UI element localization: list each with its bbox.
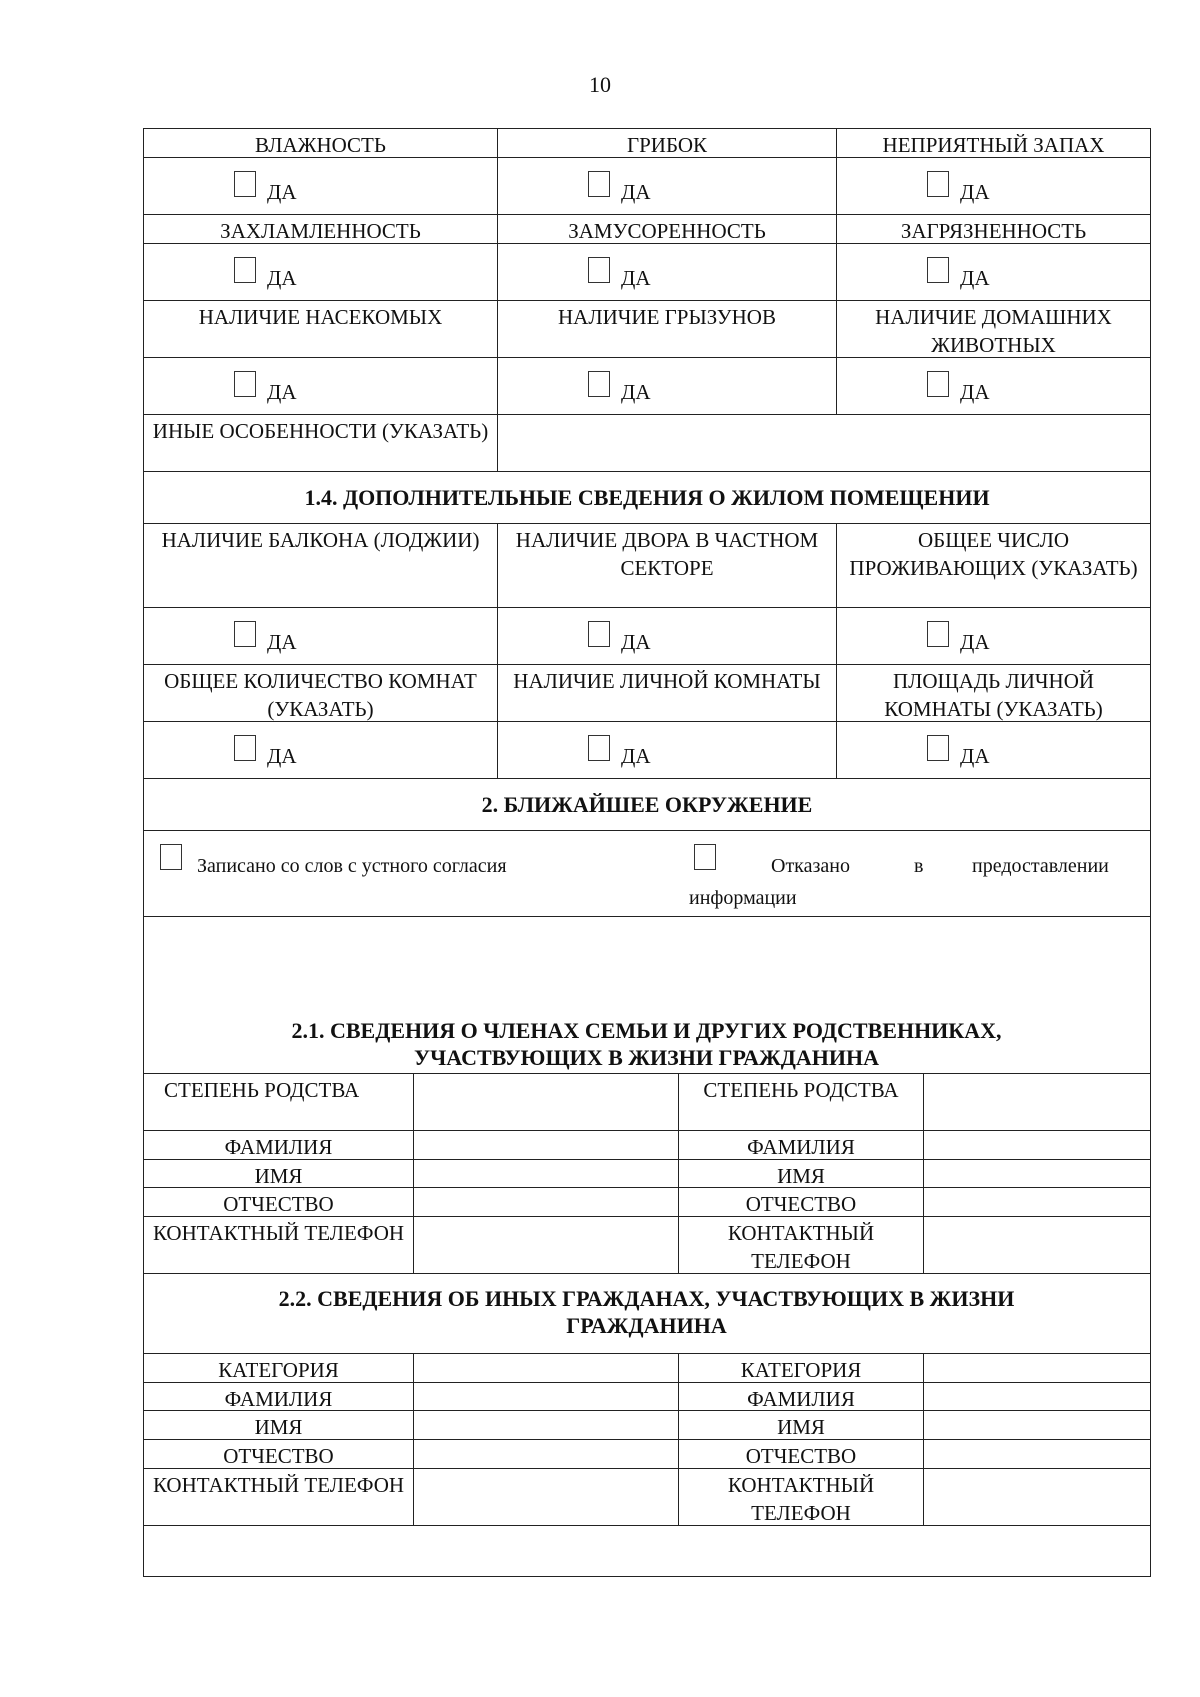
person-field-value[interactable] — [923, 1216, 1151, 1274]
section-2-1-title: УЧАСТВУЮЩИХ В ЖИЗНИ ГРАЖДАНИНА — [414, 1045, 879, 1070]
person-field-label — [143, 1187, 414, 1217]
condition-answer — [836, 157, 1151, 215]
other-features-value — [497, 414, 1151, 472]
yes-label: ДА — [960, 744, 990, 768]
person-field-value[interactable] — [923, 1073, 1151, 1131]
condition-answer — [143, 357, 498, 415]
housing-header — [836, 664, 1151, 722]
housing-header-label: НАЛИЧИЕ ЛИЧНОЙ КОМНАТЫ — [513, 669, 821, 693]
yes-checkbox[interactable] — [588, 621, 610, 647]
condition-header-label: ГРИБОК — [626, 133, 708, 157]
consent-label: Записано со слов с устного согласия — [197, 855, 507, 877]
section-1-4-title — [143, 471, 1151, 524]
page-number: 10 — [589, 72, 611, 97]
housing-answer — [836, 721, 1151, 779]
housing-answer — [836, 607, 1151, 665]
condition-header — [143, 128, 498, 158]
person-field-label — [143, 1216, 414, 1274]
yes-label: ДА — [267, 744, 297, 768]
yes-checkbox[interactable] — [927, 735, 949, 761]
housing-header-label: НАЛИЧИЕ БАЛКОНА (ЛОДЖИИ) — [161, 528, 480, 552]
condition-answer — [836, 243, 1151, 301]
person-field-label-label: КОНТАКТНЫЙ ТЕЛЕФОН — [727, 1473, 875, 1525]
yes-label: ДА — [960, 630, 990, 654]
person-field-label-label: ИМЯ — [777, 1415, 825, 1439]
condition-header — [836, 128, 1151, 158]
person-field-label-label: ФАМИЛИЯ — [747, 1135, 855, 1159]
housing-header — [143, 523, 498, 608]
yes-checkbox[interactable] — [927, 257, 949, 283]
person-field-label-label: ФАМИЛИЯ — [224, 1387, 333, 1411]
person-field-label — [678, 1187, 924, 1217]
empty-row — [143, 1525, 1151, 1577]
yes-checkbox[interactable] — [588, 171, 610, 197]
person-field-label — [143, 1382, 414, 1411]
other-features-label-label: ИНЫЕ ОСОБЕННОСТИ (УКАЗАТЬ) — [152, 419, 489, 443]
yes-checkbox[interactable] — [927, 621, 949, 647]
yes-label: ДА — [267, 380, 297, 404]
yes-checkbox[interactable] — [927, 171, 949, 197]
housing-header-label: ПЛОЩАДЬ ЛИЧНОЙ КОМНАТЫ (УКАЗАТЬ) — [884, 669, 1103, 721]
yes-checkbox[interactable] — [588, 735, 610, 761]
section-2-1-title: 2.1. СВЕДЕНИЯ О ЧЛЕНАХ СЕМЬИ И ДРУГИХ РОДСТВЕННИКАХ, — [291, 1018, 1002, 1043]
person-field-value[interactable] — [923, 1439, 1151, 1469]
person-field-value[interactable] — [413, 1468, 679, 1526]
person-field-value[interactable] — [413, 1382, 679, 1411]
yes-checkbox[interactable] — [234, 171, 256, 197]
condition-answer — [143, 243, 498, 301]
yes-checkbox[interactable] — [234, 735, 256, 761]
condition-answer — [497, 243, 837, 301]
person-field-value[interactable] — [413, 1353, 679, 1383]
person-field-value[interactable] — [923, 1353, 1151, 1383]
condition-header — [497, 214, 837, 244]
person-field-label — [143, 1468, 414, 1526]
person-field-label-label: ФАМИЛИЯ — [224, 1135, 333, 1159]
yes-label: ДА — [960, 180, 990, 204]
person-field-value[interactable] — [923, 1410, 1151, 1440]
condition-header-label: ЗАГРЯЗНЕННОСТЬ — [900, 219, 1087, 243]
condition-answer — [836, 357, 1151, 415]
person-field-label — [143, 1130, 414, 1160]
condition-answer — [497, 157, 837, 215]
housing-header-label: НАЛИЧИЕ ДВОРА В ЧАСТНОМ СЕКТОРЕ — [515, 528, 819, 580]
yes-label: ДА — [960, 266, 990, 290]
housing-answer — [143, 721, 498, 779]
housing-answer — [143, 607, 498, 665]
person-field-value[interactable] — [413, 1073, 679, 1131]
section-2-title — [143, 778, 1151, 831]
person-field-value[interactable] — [923, 1130, 1151, 1160]
yes-checkbox[interactable] — [234, 257, 256, 283]
person-field-label-label: ОТЧЕСТВО — [223, 1444, 334, 1468]
person-field-label — [143, 1410, 414, 1440]
person-field-label — [678, 1410, 924, 1440]
person-field-label — [678, 1216, 924, 1274]
person-field-label-label: ОТЧЕСТВО — [745, 1192, 857, 1216]
person-field-value[interactable] — [413, 1439, 679, 1469]
condition-header-label: ЗАМУСОРЕННОСТЬ — [568, 219, 766, 243]
person-field-value[interactable] — [413, 1410, 679, 1440]
person-field-value[interactable] — [413, 1216, 679, 1274]
condition-header — [497, 128, 837, 158]
yes-label: ДА — [621, 380, 651, 404]
condition-header-label: НАЛИЧИЕ ДОМАШНИХ ЖИВОТНЫХ — [875, 305, 1112, 357]
person-field-label-label: СТЕПЕНЬ РОДСТВА — [703, 1078, 899, 1102]
person-field-label-label: ОТЧЕСТВО — [223, 1192, 334, 1216]
condition-header-label: ВЛАЖНОСТЬ — [255, 133, 386, 157]
yes-label: ДА — [621, 630, 651, 654]
housing-header — [836, 523, 1151, 608]
person-field-label — [678, 1353, 924, 1383]
housing-header-label: ОБЩЕЕ КОЛИЧЕСТВО КОМНАТ (УКАЗАТЬ) — [164, 669, 477, 721]
yes-label: ДА — [267, 180, 297, 204]
yes-checkbox[interactable] — [234, 621, 256, 647]
person-field-label-label: ИМЯ — [777, 1164, 825, 1188]
yes-label: ДА — [267, 630, 297, 654]
housing-header — [497, 664, 837, 722]
condition-header — [143, 300, 498, 358]
yes-checkbox[interactable] — [927, 371, 949, 397]
person-field-label-label: ИМЯ — [254, 1164, 303, 1188]
refused-label: Отказано — [771, 855, 850, 877]
condition-header-label: НЕПРИЯТНЫЙ ЗАПАХ — [882, 133, 1105, 157]
person-field-label — [678, 1468, 924, 1526]
yes-label: ДА — [960, 380, 990, 404]
condition-header-label: НАЛИЧИЕ НАСЕКОМЫХ — [198, 305, 443, 329]
person-field-value[interactable] — [923, 1382, 1151, 1411]
yes-checkbox[interactable] — [234, 371, 256, 397]
person-field-label — [143, 1073, 414, 1131]
yes-label: ДА — [621, 744, 651, 768]
person-field-value[interactable] — [923, 1159, 1151, 1188]
person-field-value[interactable] — [923, 1187, 1151, 1217]
person-field-label-label: КОНТАКТНЫЙ ТЕЛЕФОН — [152, 1221, 405, 1245]
person-field-label — [678, 1159, 924, 1188]
person-field-label-label: ИМЯ — [254, 1415, 303, 1439]
condition-header — [497, 300, 837, 358]
person-field-label-label: КОНТАКТНЫЙ ТЕЛЕФОН — [152, 1473, 405, 1497]
section-2-2-title: ГРАЖДАНИНА — [566, 1313, 727, 1338]
yes-checkbox[interactable] — [588, 371, 610, 397]
housing-header — [497, 523, 837, 608]
person-field-value[interactable] — [923, 1468, 1151, 1526]
section-2-title-label: 2. БЛИЖАЙШЕЕ ОКРУЖЕНИЕ — [481, 792, 813, 817]
housing-header-label: ОБЩЕЕ ЧИСЛО ПРОЖИВАЮЩИХ (УКАЗАТЬ) — [849, 528, 1138, 580]
refused-label: предоставлении — [972, 855, 1109, 877]
condition-header — [143, 214, 498, 244]
other-features-label — [143, 414, 498, 472]
person-field-label-label: КАТЕГОРИЯ — [218, 1358, 339, 1382]
yes-label: ДА — [621, 266, 651, 290]
housing-answer — [497, 607, 837, 665]
person-field-label — [143, 1159, 414, 1188]
condition-header — [836, 300, 1151, 358]
person-field-value[interactable] — [413, 1159, 679, 1188]
housing-answer — [497, 721, 837, 779]
person-field-label-label: КОНТАКТНЫЙ ТЕЛЕФОН — [727, 1221, 875, 1273]
housing-header — [143, 664, 498, 722]
person-field-label — [143, 1353, 414, 1383]
yes-checkbox[interactable] — [588, 257, 610, 283]
refused-label: в — [914, 855, 924, 877]
refused-label: информации — [689, 887, 797, 909]
person-field-label — [143, 1439, 414, 1469]
person-field-label-label: КАТЕГОРИЯ — [740, 1358, 862, 1382]
person-field-label — [678, 1130, 924, 1160]
person-field-value[interactable] — [413, 1187, 679, 1217]
condition-header-label: НАЛИЧИЕ ГРЫЗУНОВ — [558, 305, 776, 329]
condition-header — [836, 214, 1151, 244]
section-2-2-title: 2.2. СВЕДЕНИЯ ОБ ИНЫХ ГРАЖДАНАХ, УЧАСТВУЮЩИХ В ЖИЗНИ — [278, 1286, 1015, 1311]
consent-checkbox[interactable] — [160, 844, 182, 870]
person-field-label-label: СТЕПЕНЬ РОДСТВА — [164, 1078, 360, 1102]
person-field-label — [678, 1382, 924, 1411]
condition-answer — [497, 357, 837, 415]
refused-checkbox[interactable] — [694, 844, 716, 870]
person-field-label — [678, 1439, 924, 1469]
person-field-value[interactable] — [413, 1130, 679, 1160]
condition-answer — [143, 157, 498, 215]
section-1-4-title-label: 1.4. ДОПОЛНИТЕЛЬНЫЕ СВЕДЕНИЯ О ЖИЛОМ ПОМЕЩЕНИИ — [304, 485, 990, 510]
person-field-label-label: ОТЧЕСТВО — [745, 1444, 857, 1468]
person-field-label — [678, 1073, 924, 1131]
yes-label: ДА — [267, 266, 297, 290]
condition-header-label: ЗАХЛАМЛЕННОСТЬ — [220, 219, 421, 243]
yes-label: ДА — [621, 180, 651, 204]
person-field-label-label: ФАМИЛИЯ — [747, 1387, 855, 1411]
